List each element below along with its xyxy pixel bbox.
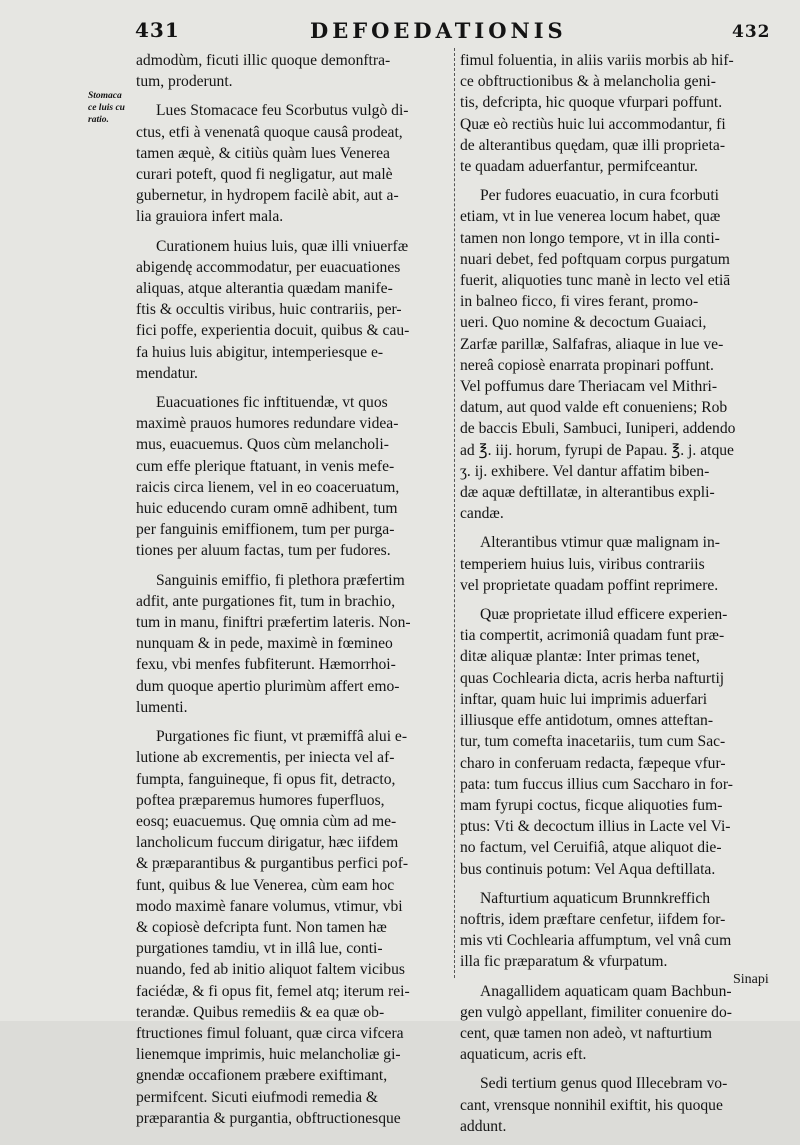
text-line: noftris, idem præftare cenfetur, iifdem for- — [460, 910, 726, 928]
text-line: huic educendo curam omnē adhibent, tum — [136, 500, 398, 518]
text-line: gubernetur, in hydropem facilè abit, aut a- — [136, 187, 399, 205]
text-line: lia grauiora infert mala. — [136, 208, 284, 226]
paragraph — [460, 532, 772, 596]
text-line: lienemque imprimis, huic melancholiæ gi- — [136, 1046, 401, 1064]
text-line: ueri. Quo nomine & decoctum Guaiaci, — [460, 314, 707, 332]
text-line: no factum, vel Ceruifiâ, atque aliquot die- — [460, 839, 722, 857]
text-line: fici poffe, experientia docuit, quibus & cau- — [136, 322, 410, 340]
text-line: inftar, quam huic lui imprimis aduerfari — [460, 690, 708, 708]
text-line: mis vti Cochlearia affumptum, vel vnâ cum — [460, 932, 732, 950]
text-line: nuari debet, fed poftquam corpus purgatum — [460, 250, 730, 268]
text-line: cum effe plerique ftatuant, in venis mefe- — [136, 457, 395, 475]
paragraph — [136, 392, 450, 562]
text-line: Quæ eò rectiùs huic lui accommodantur, fi — [460, 115, 726, 133]
text-line: in balneo ficco, fi vires ferant, promo- — [460, 293, 699, 311]
text-line: dum quoque apertio plurimùm affert emo- — [136, 677, 400, 695]
text-line: Sedi tertium genus quod Illecebram vo- — [480, 1075, 728, 1093]
text-line: te quadam aduerfantur, permifceantur. — [460, 158, 698, 176]
text-line: permifcent. Sicuti eiufmodi remedia & — [136, 1088, 379, 1106]
margin-note-line: ratio. — [88, 115, 109, 125]
text-line: quas Cochlearia dicta, acris herba nafturtij — [460, 669, 725, 687]
text-line: maximè prauos humores redundare videa- — [136, 415, 399, 433]
text-line: mus, euacuemus. Quos cùm melancholi- — [136, 436, 389, 454]
text-line: cent, quæ tamen non adeò, vt nafturtium — [460, 1024, 713, 1042]
text-line: & præparantibus & purgantibus perfici pof- — [136, 855, 409, 873]
text-line: dæ aquæ deftillatæ, in alterantibus expli- — [460, 484, 715, 502]
right-text-column — [460, 50, 772, 1145]
right-page-number: 432 — [732, 22, 771, 42]
text-line: de baccis Ebuli, Sambuci, Iuniperi, addendo — [460, 420, 736, 438]
text-line: & copiosè defcripta funt. Non tamen hæ — [136, 918, 387, 936]
text-line: Curationem huius luis, quæ illi vniuerfæ — [156, 237, 409, 255]
text-line: mam fyrupi coctus, ficque aliquoties fum- — [460, 796, 723, 814]
text-line: pata: tum fuccus illius cum Saccharo in for- — [460, 775, 733, 793]
left-page-number: 431 — [135, 18, 180, 42]
text-line: Lues Stomacace feu Scorbutus vulgò di- — [156, 102, 409, 120]
text-line: fa huius luis abigitur, intemperiesque e- — [136, 343, 384, 361]
text-line: etiam, vt in lue venerea locum habet, quæ — [460, 208, 721, 226]
paragraph — [460, 888, 772, 973]
margin-note-line: Stomaca — [88, 91, 122, 101]
text-line: eosq; euacuemus. Quę omnia cùm ad me- — [136, 812, 397, 830]
text-line: Anagallidem aquaticam quam Bachbun- — [480, 982, 732, 1000]
text-line: ftructiones fimul foluant, quæ circa vifcera — [136, 1024, 404, 1042]
text-line: modo maximè fanare volumus, vtimur, vbi — [136, 897, 403, 915]
text-line: præparantia & purgantia, obftructionesque — [136, 1109, 401, 1127]
text-line: ctus, etfi à venenatâ quoque causâ prodeat, — [136, 123, 403, 141]
text-line: adfit, ante purgationes fit, tum in brachio, — [136, 592, 396, 610]
text-line: Quæ proprietate illud efficere experien- — [480, 606, 728, 624]
text-line: ʒ. ij. exhibere. Vel dantur affatim biben- — [460, 462, 710, 480]
paragraph — [136, 726, 450, 1129]
column-divider — [454, 48, 456, 978]
text-line: Nafturtium aquaticum Brunnkreffich — [480, 889, 711, 907]
text-line: admodùm, ficuti illic quoque demonftra- — [136, 52, 391, 69]
text-line: addunt. — [460, 1117, 507, 1135]
paragraph — [460, 185, 772, 524]
text-line: ptus: Vti & decoctum illius in Lacte vel Vi- — [460, 818, 731, 836]
text-line: fumpta, fanguineque, fi opus fit, detracto, — [136, 770, 396, 788]
catchword: Sinapi — [733, 972, 769, 987]
text-line: nereâ copiosè enarrata propinari poffunt. — [460, 356, 714, 374]
text-line: tamen æquè, & citiùs quàm lues Venerea — [136, 144, 390, 162]
text-line: Purgationes fic fiunt, vt præmiffâ alui e- — [156, 728, 408, 746]
paragraph — [136, 236, 450, 384]
text-line: ad ℥. iij. horum, fyrupi de Papau. ℥. j. atque — [460, 441, 734, 459]
text-line: fexu, vbi menfes fubfiterunt. Hæmorrhoi- — [136, 656, 396, 674]
text-line: poftea præparemus humores fuperfluos, — [136, 791, 385, 809]
running-title: DEFOEDATIONIS — [310, 18, 567, 43]
text-line: funt, quibus & lue Venerea, cùm eam hoc — [136, 876, 395, 894]
text-line: Alterantibus vtimur quæ malignam in- — [480, 534, 720, 552]
paragraph — [136, 570, 450, 718]
text-line: per fanguinis emiffionem, tum per purga- — [136, 521, 395, 539]
text-line: mendatur. — [136, 364, 198, 382]
paragraph — [460, 604, 772, 880]
text-line: Per fudores euacuatio, in cura fcorbuti — [480, 187, 720, 205]
paragraph — [460, 1073, 772, 1137]
text-line: lancholicum fuccum dirigatur, hæc iifdem — [136, 834, 399, 852]
text-line: Zarfæ parillæ, Salfafras, aliaque in lue ve- — [460, 335, 724, 353]
paragraph — [460, 50, 772, 177]
text-line: ce obftructionibus & à melancholia geni- — [460, 73, 716, 91]
text-line: curari poteft, quod fi negligatur, aut malè — [136, 166, 393, 184]
text-line: de alterantibus quędam, quæ illi proprieta- — [460, 136, 726, 154]
text-line: faciédæ, & fi opus fit, femel atq; iterum rei- — [136, 982, 410, 1000]
text-line: purgationes tamdiu, vt in illâ lue, conti- — [136, 940, 383, 958]
margin-note-line: ce luis cu — [88, 103, 125, 113]
text-line: aliquas, atque alterantia quædam manife- — [136, 280, 393, 298]
text-line: temperiem huius luis, viribus contrariis — [460, 555, 705, 573]
page-header — [0, 16, 800, 46]
text-line: ftis & occultis viribus, huic contrariis, per- — [136, 301, 402, 319]
text-line: tamen non longo tempore, vt in illa conti- — [460, 229, 720, 247]
text-line: tur, tum comefta inacetariis, tum cum Sac- — [460, 733, 726, 751]
text-line: lumenti. — [136, 698, 188, 716]
text-line: gnendæ occafionem præbere exiftimant, — [136, 1067, 388, 1085]
text-line: abigendę accommodatur, per euacuationes — [136, 258, 401, 276]
text-line: terandæ. Quibus remediis & ea quæ ob- — [136, 1003, 385, 1021]
text-line: tiones per aluum factas, tum per fudores. — [136, 542, 391, 560]
paragraph — [136, 50, 450, 92]
text-line: illa fic præparatum & vfurpatum. — [460, 953, 668, 971]
text-line: tum in manu, finiftri præfertim lateris. Non- — [136, 614, 411, 632]
text-line: nunquam & in pede, maximè in fœmineo — [136, 635, 393, 653]
text-line: Vel poffumus dare Theriacam vel Mithri- — [460, 378, 718, 396]
margin-note — [88, 90, 136, 126]
text-line: gen vulgò appellant, fimiliter conuenire do- — [460, 1003, 732, 1021]
text-line: vel proprietate quadam poffint reprimere. — [460, 576, 719, 594]
text-line: ditæ aliquæ plantæ: Inter primas tenet, — [460, 648, 700, 666]
text-line: tis, defcripta, hic quoque vfurpari poffunt. — [460, 94, 723, 112]
text-line: Sanguinis emiffio, fi plethora præfertim — [156, 571, 405, 589]
text-line: bus continuis potum: Vel Aqua deftillata. — [460, 860, 716, 878]
text-line: raicis circa lienem, vel in eo coaceruatum, — [136, 478, 400, 496]
text-line: tum, proderunt. — [136, 73, 233, 91]
paragraph — [136, 100, 450, 227]
text-line: charo in conferuam redacta, fæpeque vfur- — [460, 754, 726, 772]
text-line: datum, aut quod valde eft conueniens; Rob — [460, 399, 728, 417]
text-line: tia compertit, acrimoniâ quadam funt præ- — [460, 627, 725, 645]
text-line: aquaticum, acris eft. — [460, 1046, 587, 1064]
text-line: candæ. — [460, 505, 504, 523]
text-line: Euacuationes fic inftituendæ, vt quos — [156, 394, 388, 412]
left-text-column — [136, 50, 450, 1137]
text-line: nuando, fed ab initio aliquot faltem vicibus — [136, 961, 405, 979]
paragraph — [460, 981, 772, 1066]
text-line: cant, vrensque nonnihil exiftit, his quoque — [460, 1096, 723, 1114]
text-line: fuerit, aliquoties tunc manè in lecto vel etiā — [460, 272, 731, 290]
text-line: fimul foluentia, in aliis variis morbis ab hif- — [460, 52, 734, 69]
text-line: illiusque effe antidotum, omnes atteftan- — [460, 712, 714, 730]
text-line: lutione ab excrementis, per iniecta vel af- — [136, 749, 395, 767]
